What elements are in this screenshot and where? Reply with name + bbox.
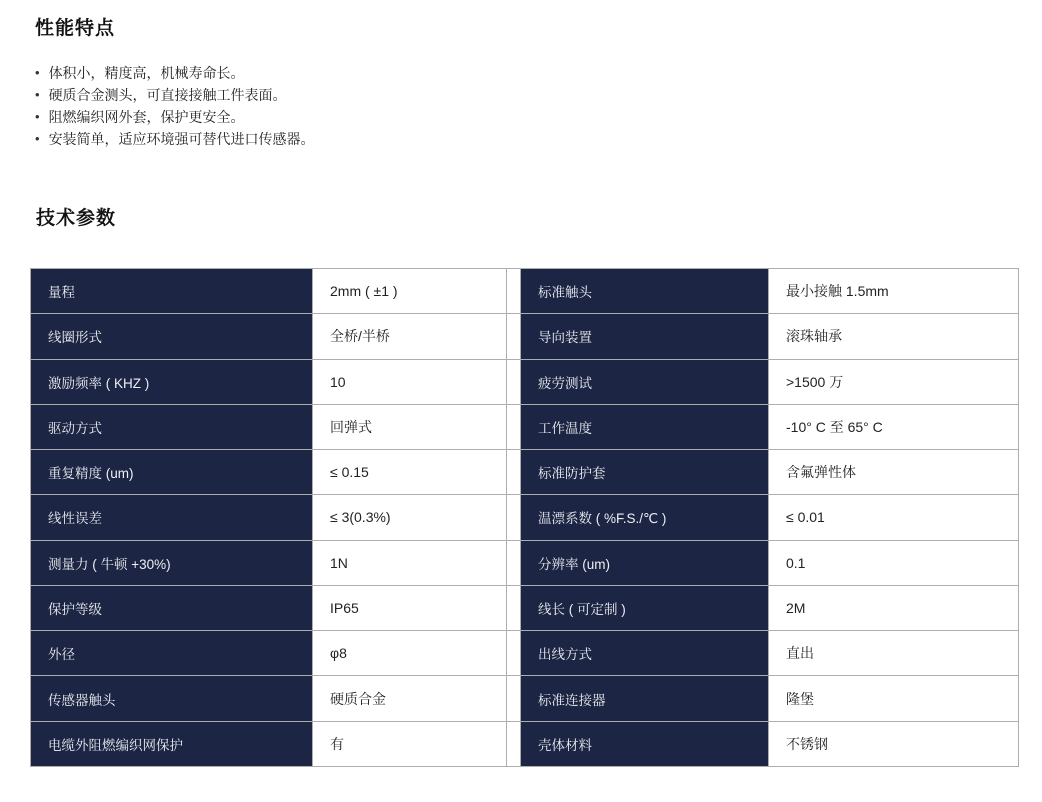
table-spacer: [507, 404, 521, 449]
spec-value: ≤ 0.01: [769, 495, 1019, 540]
specs-table-body: [31, 269, 1019, 767]
spec-label: 标准防护套: [521, 450, 769, 495]
table-spacer: [507, 450, 521, 495]
table-row: [31, 540, 1019, 585]
spec-label: 量程: [31, 269, 313, 314]
spec-label: 保护等级: [31, 585, 313, 630]
features-list: [35, 62, 1042, 150]
feature-text: 硬质合金测头，可直接接触工件表面。: [48, 87, 287, 103]
table-row: [31, 631, 1019, 676]
table-row: [31, 495, 1019, 540]
spec-label: 驱动方式: [31, 404, 313, 449]
spec-value: 最小接触 1.5mm: [769, 269, 1019, 314]
spec-value: 10: [313, 359, 507, 404]
table-spacer: [507, 721, 521, 766]
spec-value: 2mm ( ±1 ): [313, 269, 507, 314]
specs-table: [30, 268, 1019, 767]
spec-label: 标准连接器: [521, 676, 769, 721]
spec-value: 1N: [313, 540, 507, 585]
table-row: [31, 404, 1019, 449]
spec-value: ≤ 3(0.3%): [313, 495, 507, 540]
table-spacer: [507, 359, 521, 404]
table-spacer: [507, 269, 521, 314]
list-item: [35, 128, 1042, 150]
spec-value: >1500 万: [769, 359, 1019, 404]
list-item: [35, 62, 1042, 84]
table-row: [31, 314, 1019, 359]
spec-label: 电缆外阻燃编织网保护: [31, 721, 313, 766]
spec-value: 硬质合金: [313, 676, 507, 721]
spec-label: 外径: [31, 631, 313, 676]
spec-value: ≤ 0.15: [313, 450, 507, 495]
spec-value: -10° C 至 65° C: [769, 404, 1019, 449]
spec-label: 线长 ( 可定制 ): [521, 585, 769, 630]
table-spacer: [507, 314, 521, 359]
spec-value: 回弹式: [313, 404, 507, 449]
list-item: [35, 106, 1042, 128]
table-row: [31, 450, 1019, 495]
features-title: 性能特点: [35, 18, 116, 39]
bullet-icon: •: [35, 87, 40, 102]
spec-value: 隆堡: [769, 676, 1019, 721]
spec-value: 含氟弹性体: [769, 450, 1019, 495]
feature-text: 安装简单，适应环境强可替代进口传感器。: [48, 131, 315, 147]
spec-label: 导向装置: [521, 314, 769, 359]
list-item: [35, 84, 1042, 106]
spec-label: 重复精度 (um): [31, 450, 313, 495]
feature-text: 体积小，精度高，机械寿命长。: [48, 65, 245, 81]
spec-value: φ8: [313, 631, 507, 676]
spec-label: 分辨率 (um): [521, 540, 769, 585]
table-row: [31, 269, 1019, 314]
spec-label: 出线方式: [521, 631, 769, 676]
spec-label: 线圈形式: [31, 314, 313, 359]
spec-label: 工作温度: [521, 404, 769, 449]
table-spacer: [507, 540, 521, 585]
spec-value: 直出: [769, 631, 1019, 676]
spec-value: 0.1: [769, 540, 1019, 585]
spec-value: 2M: [769, 585, 1019, 630]
table-row: [31, 359, 1019, 404]
bullet-icon: •: [35, 65, 40, 80]
spec-label: 疲劳测试: [521, 359, 769, 404]
feature-text: 阻燃编织网外套，保护更安全。: [48, 109, 245, 125]
table-spacer: [507, 585, 521, 630]
bullet-icon: •: [35, 109, 40, 124]
spec-label: 温漂系数 ( %F.S./℃ ): [521, 495, 769, 540]
spec-value: IP65: [313, 585, 507, 630]
table-spacer: [507, 631, 521, 676]
spec-value: 全桥/半桥: [313, 314, 507, 359]
spec-value: 有: [313, 721, 507, 766]
specs-section: [0, 208, 1042, 767]
table-spacer: [507, 676, 521, 721]
spec-sheet-page: [0, 18, 1042, 802]
spec-label: 激励频率 ( KHZ ): [31, 359, 313, 404]
table-row: [31, 721, 1019, 766]
features-section: [0, 18, 1042, 150]
spec-label: 标准触头: [521, 269, 769, 314]
spec-label: 测量力 ( 牛顿 +30%): [31, 540, 313, 585]
table-row: [31, 585, 1019, 630]
spec-value: 不锈钢: [769, 721, 1019, 766]
spec-label: 传感器触头: [31, 676, 313, 721]
spec-label: 壳体材料: [521, 721, 769, 766]
spec-value: 滚珠轴承: [769, 314, 1019, 359]
table-row: [31, 676, 1019, 721]
table-spacer: [507, 495, 521, 540]
specs-title: 技术参数: [36, 208, 117, 229]
bullet-icon: •: [35, 131, 40, 146]
spec-label: 线性误差: [31, 495, 313, 540]
